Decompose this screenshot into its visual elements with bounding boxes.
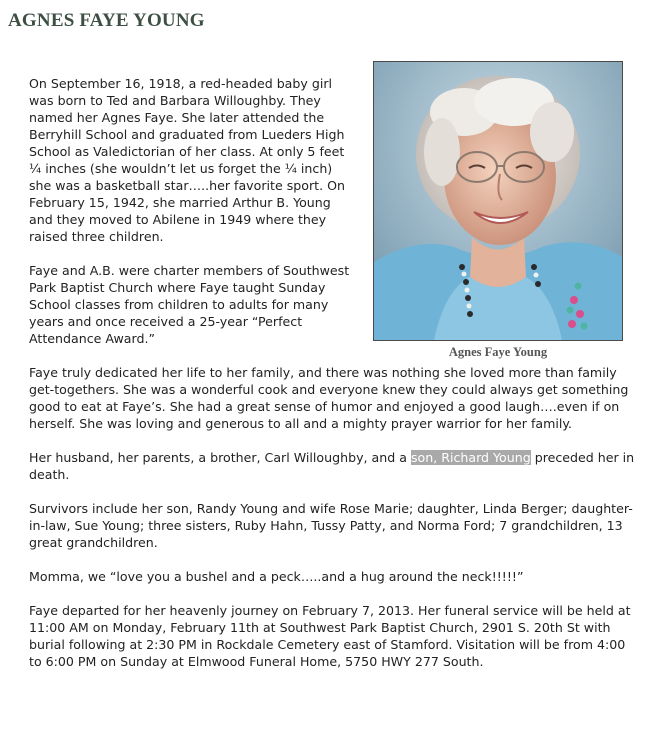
preceded-text-before: Her husband, her parents, a brother, Carl Willoughby, and a	[29, 450, 411, 465]
paragraph-family: Faye truly dedicated her life to her family, and there was nothing she loved more than family get-togethers. She was a wonderful cook and everyone knew they could always get something good to eat at Faye’s. She had a great sense of humor and enjoyed a good laugh….even if on herself. She was loving and generous to all and a mighty prayer warrior for her family.	[29, 365, 629, 431]
selected-text-highlight[interactable]: son, Richard Young	[410, 450, 531, 465]
page-title: AGNES FAYE YOUNG	[8, 10, 205, 31]
paragraph-birth: On September 16, 1918, a red-headed baby girl was born to Ted and Barbara Willoughby. They named her Agnes Faye. She later attended the Berryhill School and graduated from Lueders High School as Valedictorian of her class. At only 5 feet ¼ inches (she wouldn’t let us forget the ¼ inch) she was a basketball star…..her favorite sport. On February 15, 1942, she married Arthur B. Young and they moved to Abilene in 1949 where they raised three children.	[29, 76, 345, 244]
paragraph-momma: Momma, we “love you a bushel and a peck…..and a hug around the neck!!!!!”	[29, 569, 524, 584]
obituary-body	[29, 75, 639, 687]
paragraph-church: Faye and A.B. were charter members of Southwest Park Baptist Church where Faye taught Sunday School classes from children to adults for many years and once received a 25-year “Perfect Attendance Award.”	[29, 263, 350, 346]
photo-caption: Agnes Faye Young	[448, 345, 548, 359]
paragraph-survivors: Survivors include her son, Randy Young and wife Rose Marie; daughter, Linda Berger; daughter-in-law, Sue Young; three sisters, Ruby Hahn, Tussy Patty, and Norma Ford; 7 grandchildren, 13 great grandchildren.	[29, 501, 633, 550]
preceded-text-after: preceded her in death.	[29, 450, 635, 482]
paragraph-preceded	[29, 449, 639, 483]
paragraph-service: Faye departed for her heavenly journey on February 7, 2013. Her funeral service will be held at 11:00 AM on Monday, February 11th at Southwest Park Baptist Church, 2901 S. 20th St with burial following at 2:30 PM in Rockdale Cemetery east of Stamford. Visitation will be from 4:00 to 6:00 PM on Sunday at Elmwood Funeral Home, 5750 HWY 277 South.	[29, 603, 631, 669]
